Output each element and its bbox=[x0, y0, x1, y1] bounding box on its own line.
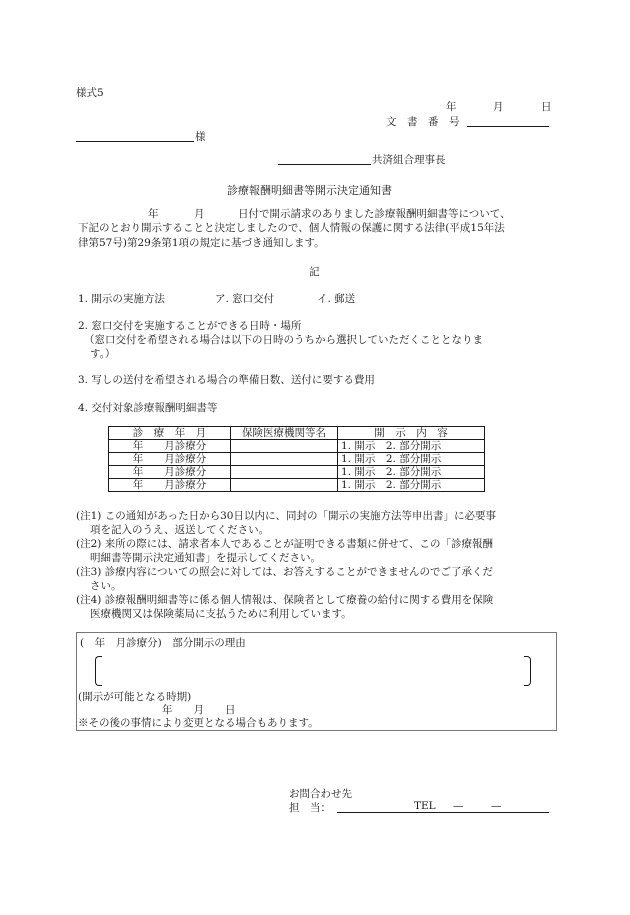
body-line-2: 下記のとおり開示することと決定しましたので、個人情報の保護に関する法律(平成15年法 bbox=[78, 222, 505, 234]
header-month: 診 療 年 月 bbox=[109, 427, 231, 440]
reason-input-area[interactable] bbox=[104, 658, 522, 684]
note-4-line-1: (注4) 診療報酬明細書等に係る個人情報は、保険者として療養の給付に関する費用を保険 bbox=[76, 594, 494, 606]
addressee-suffix: 様 bbox=[195, 131, 206, 143]
cell-institution[interactable] bbox=[231, 479, 338, 492]
cell-month: 年 月診療分 bbox=[109, 479, 231, 492]
note-1-line-2: 項を記入のうえ、返送してください。 bbox=[90, 524, 270, 536]
cell-month: 年 月診療分 bbox=[109, 440, 231, 453]
tel-label: TEL bbox=[414, 800, 436, 812]
table-row bbox=[109, 453, 485, 466]
item-2-note-1: （窓口交付を希望される場合は以下の日時のうちから選択していただくこととなりま bbox=[84, 334, 483, 346]
cell-month: 年 月診療分 bbox=[109, 453, 231, 466]
form-number: 様式5 bbox=[76, 87, 104, 99]
item-3-label: 3. 写しの送付を希望される場合の準備日数、送付に要する費用 bbox=[78, 374, 375, 386]
note-1-line-1: (注1) この通知があった日から30日以内に、同封の「開示の実施方法等申出書」に必要事 bbox=[76, 510, 496, 522]
cell-institution[interactable] bbox=[231, 453, 338, 466]
date-day: 日 bbox=[541, 101, 552, 113]
contact-person-label: 担 当： bbox=[289, 802, 331, 814]
possible-time-date: 年 月 日 bbox=[162, 704, 236, 716]
note-4-line-2: 医療機関又は保険薬局に支払うために利用しています。 bbox=[90, 608, 352, 620]
item-1-option-b[interactable]: イ. 郵送 bbox=[317, 293, 356, 305]
item-4-label: 4. 交付対象診療報酬明細書等 bbox=[78, 402, 218, 414]
item-1-label: 1. 開示の実施方法 bbox=[78, 293, 165, 305]
contact-heading: お問合わせ先 bbox=[289, 788, 352, 800]
date-month: 月 bbox=[493, 101, 504, 113]
sender-name-field[interactable] bbox=[278, 152, 371, 165]
header-institution: 保険医療機関等名 bbox=[231, 427, 338, 440]
cell-disclosure[interactable]: 1. 開示 2. 部分開示 bbox=[338, 479, 485, 492]
addressee-field[interactable] bbox=[76, 129, 194, 142]
partial-disclosure-heading: ( 年 月診療分) 部分開示の理由 bbox=[80, 637, 246, 649]
contact-line[interactable] bbox=[337, 800, 549, 813]
table-row bbox=[109, 479, 485, 492]
target-documents-table bbox=[108, 426, 485, 492]
doc-number-field[interactable] bbox=[467, 114, 549, 127]
cell-institution[interactable] bbox=[231, 440, 338, 453]
ki-marker: 記 bbox=[309, 266, 320, 278]
tel-dash-1: — bbox=[453, 800, 464, 812]
note-2-line-2: 明細書等開示決定通知書」を提示してください。 bbox=[90, 552, 321, 564]
item-2-label: 2. 窓口交付を実施することができる日時・場所 bbox=[78, 320, 302, 332]
body-line-1: 日付で開示請求のありました診療報酬明細書等について、 bbox=[238, 208, 511, 220]
reason-bracket-right bbox=[524, 656, 531, 686]
body-month: 月 bbox=[194, 208, 205, 220]
note-2-line-1: (注2) 来所の際には、請求者本人であることが証明できる書類に併せて、この「診療報酬 bbox=[76, 538, 493, 550]
body-year: 年 bbox=[148, 208, 159, 220]
document-title: 診療報酬明細書等開示決定通知書 bbox=[227, 184, 392, 197]
note-3-line-1: (注3) 診療内容についての照会に対しては、お答えすることができませんのでご了承くだ bbox=[76, 566, 493, 578]
cell-month: 年 月診療分 bbox=[109, 466, 231, 479]
item-2-note-2: す。） bbox=[90, 348, 116, 360]
change-note: ※その後の事情により変更となる場合もあります。 bbox=[78, 717, 319, 729]
cell-institution[interactable] bbox=[231, 466, 338, 479]
table-row bbox=[109, 466, 485, 479]
table-header-row bbox=[109, 427, 485, 440]
item-1-option-a[interactable]: ア. 窓口交付 bbox=[215, 293, 275, 305]
cell-disclosure[interactable]: 1. 開示 2. 部分開示 bbox=[338, 453, 485, 466]
table-row bbox=[109, 440, 485, 453]
date-year: 年 bbox=[446, 101, 457, 113]
reason-bracket-left bbox=[95, 656, 102, 686]
header-disclosure: 開 示 内 容 bbox=[338, 427, 485, 440]
body-line-3: 律第57号)第29条第1項の規定に基づき通知します。 bbox=[78, 237, 325, 249]
cell-disclosure[interactable]: 1. 開示 2. 部分開示 bbox=[338, 466, 485, 479]
doc-number-label: 文 書 番 号 bbox=[386, 116, 460, 128]
cell-disclosure[interactable]: 1. 開示 2. 部分開示 bbox=[338, 440, 485, 453]
note-3-line-2: さい。 bbox=[90, 580, 122, 592]
tel-dash-2: — bbox=[491, 800, 502, 812]
possible-time-label: (開示が可能となる時期) bbox=[78, 691, 192, 703]
sender-title: 共済組合理事長 bbox=[372, 154, 446, 166]
